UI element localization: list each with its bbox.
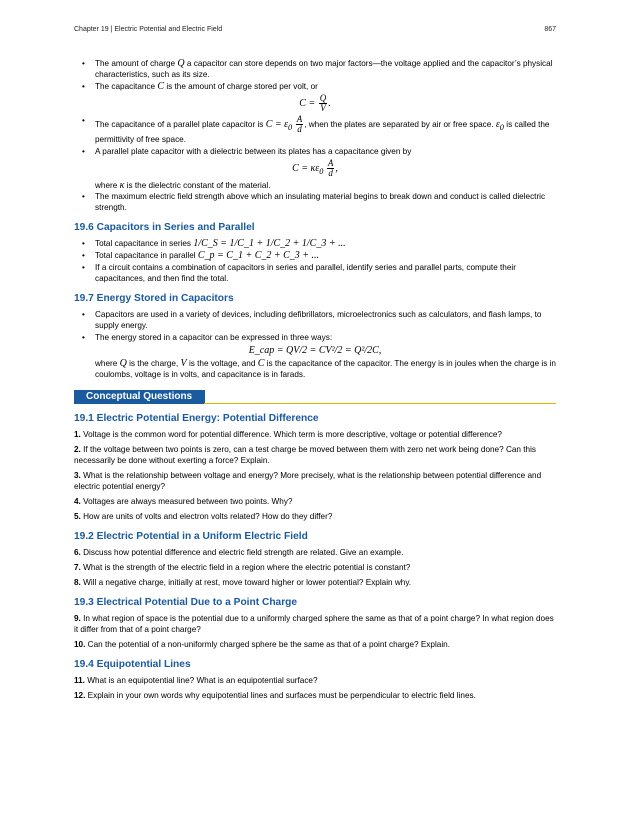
section-heading: 19.4 Equipotential Lines bbox=[74, 659, 191, 670]
question: 4. Voltages are always measured between two points. Why? bbox=[74, 497, 293, 506]
section-heading: 19.7 Energy Stored in Capacitors bbox=[74, 293, 234, 304]
summary-bullet: • A parallel plate capacitor with a dielectric between its plates has a capacitance given by bbox=[74, 146, 556, 157]
question: 5. How are units of volts and electron volts related? How do they differ? bbox=[74, 512, 333, 521]
question: 2. If the voltage between two points is zero, can a test charge be moved between them with zero net work being done? Can this necessarily be done without exerting a force? Explain. bbox=[74, 445, 536, 465]
banner-rule bbox=[204, 403, 556, 404]
page-content bbox=[74, 58, 556, 705]
question: 10. Can the potential of a non-uniformly charged sphere be the same as that of a point charge? Explain. bbox=[74, 640, 450, 649]
chapter-title: Chapter 19 | Electric Potential and Electric Field bbox=[74, 26, 223, 33]
summary-bullet: • The capacitance of a parallel plate capacitor is $C = \varepsilon_0$ $\frac{A}{d}$ , when the plates are separated by air or free space. $\varepsilon_0$ is called the permittivity of free space. bbox=[74, 115, 556, 145]
question: 12. Explain in your own words why equipotential lines and surfaces must be perpendicular to electric field lines. bbox=[74, 691, 476, 700]
section-heading: 19.1 Electric Potential Energy: Potential Difference bbox=[74, 413, 319, 424]
summary-bullet: • The amount of charge Q a capacitor can store depends on two major factors—the voltage applied and the capacitor’s physical characteristics, such as its size. bbox=[74, 58, 556, 80]
question: 3. What is the relationship between voltage and energy? More precisely, what is the relationship between potential difference and electric potential energy? bbox=[74, 471, 542, 491]
dielectric-note: where κ is the dielectric constant of the material. bbox=[95, 180, 271, 191]
section-list bbox=[74, 309, 556, 343]
page-header bbox=[74, 26, 556, 33]
section-heading: 19.2 Electric Potential in a Uniform Electric Field bbox=[74, 531, 308, 542]
cq-section bbox=[74, 597, 556, 650]
section-bullet: • The energy stored in a capacitor can be expressed in three ways: bbox=[74, 332, 556, 343]
cq-section bbox=[74, 413, 556, 522]
section-bullet: • Total capacitance in parallel C_p = C_1 + C_2 + C_3 + ... bbox=[74, 250, 556, 261]
summary-list bbox=[74, 191, 556, 213]
question: 6. Discuss how potential difference and electric field strength are related. Give an example. bbox=[74, 548, 404, 557]
summary-list bbox=[74, 115, 556, 157]
question: 8. Will a negative charge, initially at rest, move toward higher or lower potential? Explain why. bbox=[74, 578, 412, 587]
section-list bbox=[74, 238, 556, 284]
energy-note: where Q is the charge, V is the voltage, and C is the capacitance of the capacitor. The energy is in joules when the charge is in coulombs, voltage is in volts, and capacitance is in farads. bbox=[95, 358, 556, 379]
section-heading: 19.3 Electrical Potential Due to a Point Charge bbox=[74, 597, 298, 608]
page-number: 867 bbox=[544, 26, 556, 33]
question: 7. What is the strength of the electric field in a region where the electric potential is constant? bbox=[74, 563, 411, 572]
summary-bullet: • The maximum electric field strength above which an insulating material begins to break down and conduct is called dielectric strength. bbox=[74, 191, 556, 213]
summary-bullet: • The capacitance C is the amount of charge stored per volt, or bbox=[74, 81, 556, 92]
question: 11. What is an equipotential line? What is an equipotential surface? bbox=[74, 676, 318, 685]
section-bullet: • Capacitors are used in a variety of devices, including defibrillators, microelectronics such as calculators, and flash lamps, to supply energy. bbox=[74, 309, 556, 331]
question: 1. Voltage is the common word for potential difference. Which term is more descriptive, voltage or potential difference? bbox=[74, 430, 502, 439]
conceptual-sections bbox=[74, 413, 556, 701]
cq-section bbox=[74, 659, 556, 701]
summary-list bbox=[74, 58, 556, 92]
section-bullet: • If a circuit contains a combination of capacitors in series and parallel, identify series and parallel parts, compute their capacitances, and then find the total. bbox=[74, 262, 556, 284]
equation-energy: E_cap = QV/2 = CV²/2 = Q²/2C, bbox=[248, 345, 382, 356]
section-bullet: • Total capacitance in series 1/C_S = 1/C_1 + 1/C_2 + 1/C_3 + ... bbox=[74, 238, 556, 249]
equation-dielectric: $C = \kappa\varepsilon_0$ $\frac{A}{d}$ , bbox=[292, 158, 338, 178]
cq-section bbox=[74, 531, 556, 588]
question: 9. In what region of space is the potential due to a uniformly charged sphere the same as that of a point charge? In what region does it differ from that of a point charge? bbox=[74, 614, 554, 634]
equation-capacitance: C = $\frac{Q}{V}$ . bbox=[299, 93, 331, 113]
conceptual-questions-banner bbox=[74, 390, 556, 404]
banner-label: Conceptual Questions bbox=[74, 390, 205, 404]
section-heading: 19.6 Capacitors in Series and Parallel bbox=[74, 222, 255, 233]
